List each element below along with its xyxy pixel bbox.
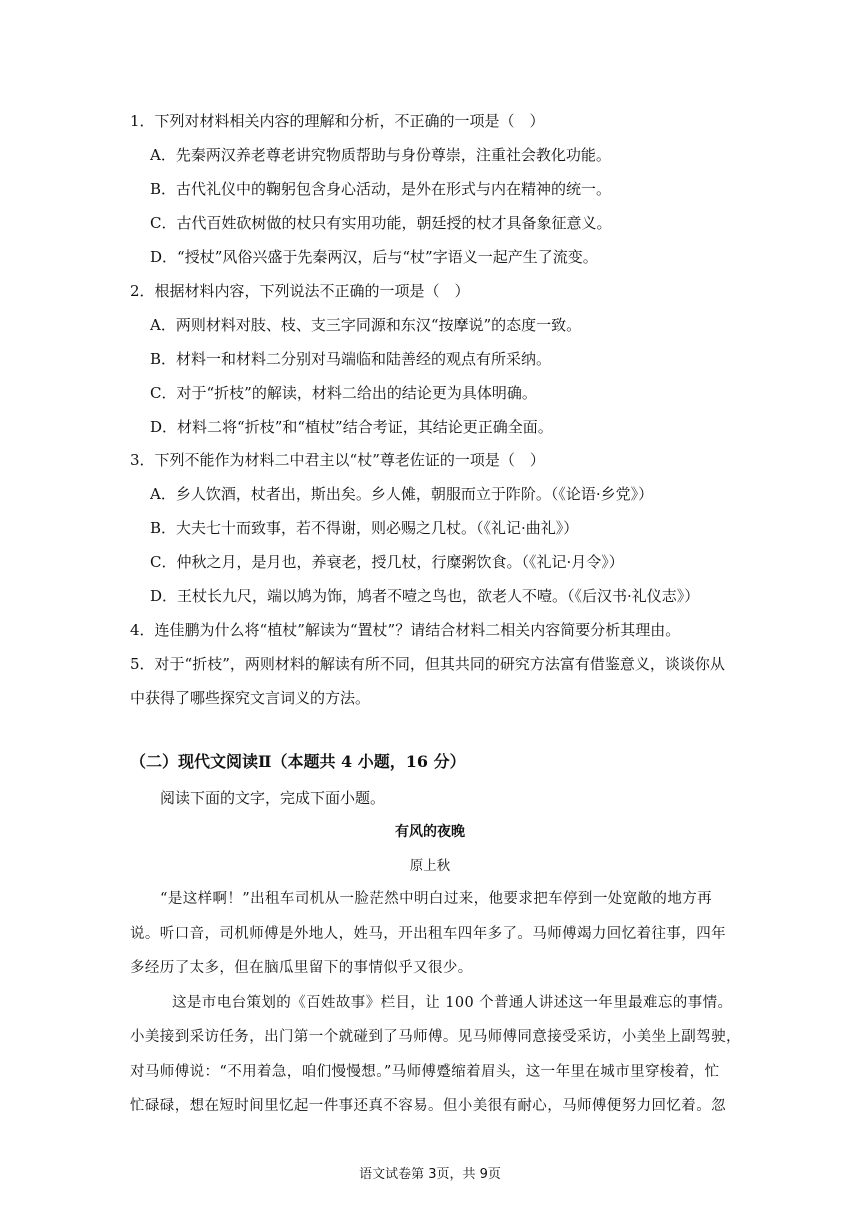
question-1-option-a: A．先秦两汉养老尊老讲究物质帮助与身份尊崇，注重社会教化功能。 [150,146,611,164]
question-5-stem-line-2: 中获得了哪些探究文言词义的方法。 [130,689,371,707]
story-line: 这是市电台策划的《百姓故事》栏目，让 100 个普通人讲述这一年里最难忘的事情。 [172,995,733,1011]
question-3-option-a: A．乡人饮酒，杖者出，斯出矣。乡人傩，朝服而立于阼阶。（《论语·乡党》） [150,485,654,503]
question-5-stem-line-1: 5．对于“折枝”，两则材料的解读有所不同，但其共同的研究方法富有借鉴意义，谈谈你从 [130,655,725,673]
story-line: 对马师傅说：“不用着急，咱们慢慢想。”马师傅蹙缩着眉头，这一年里在城市里穿梭着，忙 [130,1064,720,1080]
story-line: 忙碌碌，想在短时间里忆起一件事还真不容易。但小美很有耐心，马师傅便努力回忆着。忽 [130,1098,726,1114]
question-1-option-b: B．古代礼仪中的鞠躬包含身心活动，是外在形式与内在精神的统一。 [150,180,612,198]
question-4-stem: 4．连佳鹏为什么将“植杖”解读为“置杖”？请结合材料二相关内容简要分析其理由。 [130,621,681,639]
question-2-stem: 2．根据材料内容，下列说法不正确的一项是（ ） [130,282,470,300]
question-2-option-d: D．材料二将“折枝”和“植杖”结合考证，其结论更正确全面。 [150,418,553,436]
page-footer: 语文试卷第 3页，共 9页 [359,1167,501,1182]
question-3-option-b: B．大夫七十而致事，若不得谢，则必赐之几杖。（《礼记·曲礼》） [150,519,579,537]
story-line: “是这样啊！”出租车司机从一脸茫然中明白过来，他要求把车停到一处宽敞的地方再 [160,891,713,907]
story-line: 说。听口音，司机师傅是外地人，姓马，开出租车四年多了。马师傅竭力回忆着往事，四年 [130,926,726,942]
question-3-option-d: D．王杖长九尺，端以鸠为饰，鸠者不噎之鸟也，欲老人不噎。（《后汉书·礼仪志》） [150,587,700,605]
reading-instruction: 阅读下面的文字，完成下面小题。 [160,789,386,807]
story-line: 小美接到采访任务，出门第一个就碰到了马师傅。见马师傅同意接受采访，小美坐上副驾驶， [130,1029,741,1045]
question-3-option-c: C．仲秋之月，是月也，养衰老，授几杖，行糜粥饮食。（《礼记·月令》） [150,553,624,571]
question-2-option-c: C．对于“折枝”的解读，材料二给出的结论更为具体明确。 [150,384,537,402]
question-1-option-d: D．“授杖”风俗兴盛于先秦两汉，后与“杖”字语义一起产生了流变。 [150,248,598,266]
question-1-stem: 1．下列对材料相关内容的理解和分析，不正确的一项是（ ） [130,112,545,130]
question-1-option-c: C．古代百姓砍树做的杖只有实用功能，朝廷授的杖才具备象征意义。 [150,214,612,232]
story-author: 原上秋 [409,858,451,874]
question-2-option-b: B．材料一和材料二分别对马端临和陆善经的观点有所采纳。 [150,350,552,368]
story-line: 多经历了太多，但在脑瓜里留下的事情似乎又很少。 [130,960,473,976]
story-title: 有风的夜晚 [395,824,465,840]
question-3-stem: 3．下列不能作为材料二中君主以“杖”尊老佐证的一项是（ ） [130,451,545,469]
question-2-option-a: A．两则材料对肢、枝、支三字同源和东汉“按摩说”的态度一致。 [150,316,582,334]
section-heading: （二）现代文阅读Ⅱ（本题共 4 小题，16 分） [130,752,466,771]
